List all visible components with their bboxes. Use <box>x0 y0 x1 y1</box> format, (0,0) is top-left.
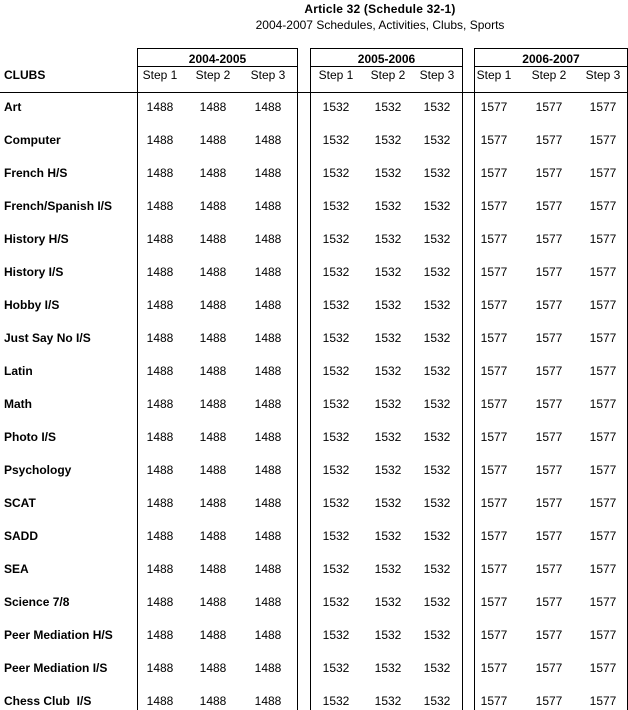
rate-cell: 1488 <box>146 166 174 180</box>
rate-cell: 1532 <box>322 331 350 345</box>
rate-cell: 1532 <box>322 562 350 576</box>
document-subtitle: 2004-2007 Schedules, Activities, Clubs, Sports <box>255 18 505 32</box>
rate-cell: 1488 <box>146 694 174 708</box>
rate-cell: 1577 <box>535 364 563 378</box>
rate-cell: 1577 <box>535 100 563 114</box>
rate-cell: 1488 <box>254 463 282 477</box>
rate-cell: 1532 <box>423 199 451 213</box>
club-name: Science 7/8 <box>4 595 70 609</box>
step-column-header: Step 2 <box>370 68 406 82</box>
year-group-title: 2005-2006 <box>357 52 416 66</box>
rate-cell: 1532 <box>423 628 451 642</box>
rate-cell: 1577 <box>589 628 617 642</box>
rate-cell: 1488 <box>146 331 174 345</box>
rate-cell: 1577 <box>535 562 563 576</box>
rate-cell: 1577 <box>535 265 563 279</box>
rate-cell: 1577 <box>535 430 563 444</box>
rate-cell: 1488 <box>199 628 227 642</box>
rate-cell: 1577 <box>480 133 508 147</box>
club-name: SCAT <box>4 496 36 510</box>
rate-cell: 1488 <box>254 661 282 675</box>
club-name: Hobby I/S <box>4 298 60 312</box>
rate-cell: 1577 <box>480 232 508 246</box>
club-name: Computer <box>4 133 61 147</box>
rate-cell: 1532 <box>322 265 350 279</box>
rate-cell: 1532 <box>423 661 451 675</box>
rate-cell: 1577 <box>535 595 563 609</box>
rate-cell: 1577 <box>589 199 617 213</box>
rate-cell: 1532 <box>322 661 350 675</box>
rate-cell: 1532 <box>322 529 350 543</box>
rate-cell: 1577 <box>589 100 617 114</box>
rate-cell: 1488 <box>254 232 282 246</box>
rate-cell: 1532 <box>374 397 402 411</box>
step-column-header: Step 3 <box>250 68 286 82</box>
rate-cell: 1532 <box>374 430 402 444</box>
step-column-header: Step 2 <box>531 68 567 82</box>
rate-cell: 1532 <box>423 298 451 312</box>
rate-cell: 1532 <box>374 199 402 213</box>
rate-cell: 1488 <box>199 364 227 378</box>
rate-cell: 1488 <box>146 298 174 312</box>
rate-cell: 1532 <box>374 265 402 279</box>
rate-cell: 1488 <box>254 199 282 213</box>
rate-cell: 1577 <box>480 166 508 180</box>
rate-cell: 1577 <box>589 298 617 312</box>
rate-cell: 1488 <box>146 430 174 444</box>
rate-cell: 1577 <box>480 265 508 279</box>
club-name: French/Spanish I/S <box>4 199 113 213</box>
year-group-title: 2004-2005 <box>188 52 247 66</box>
rate-cell: 1532 <box>423 397 451 411</box>
rate-cell: 1577 <box>480 595 508 609</box>
rate-cell: 1577 <box>535 232 563 246</box>
rate-cell: 1488 <box>254 430 282 444</box>
club-name: French H/S <box>4 166 68 180</box>
rate-cell: 1577 <box>589 694 617 708</box>
rate-cell: 1488 <box>199 298 227 312</box>
rate-cell: 1532 <box>322 364 350 378</box>
rate-cell: 1577 <box>589 562 617 576</box>
header-divider <box>0 92 628 93</box>
rate-cell: 1488 <box>254 331 282 345</box>
rate-cell: 1577 <box>589 496 617 510</box>
rate-cell: 1577 <box>480 562 508 576</box>
rate-cell: 1488 <box>199 199 227 213</box>
rate-cell: 1488 <box>254 529 282 543</box>
club-name: Latin <box>4 364 33 378</box>
rate-cell: 1532 <box>374 463 402 477</box>
rate-cell: 1532 <box>322 100 350 114</box>
rate-cell: 1532 <box>374 694 402 708</box>
rate-cell: 1577 <box>480 397 508 411</box>
rate-cell: 1577 <box>535 397 563 411</box>
rate-cell: 1488 <box>254 100 282 114</box>
club-name: SEA <box>4 562 29 576</box>
rate-cell: 1532 <box>322 397 350 411</box>
year-group-box <box>310 48 463 710</box>
club-name: History H/S <box>4 232 69 246</box>
rate-cell: 1532 <box>322 199 350 213</box>
rate-cell: 1577 <box>589 430 617 444</box>
rate-cell: 1532 <box>322 298 350 312</box>
rate-cell: 1577 <box>480 463 508 477</box>
step-column-header: Step 3 <box>419 68 455 82</box>
rate-cell: 1577 <box>480 100 508 114</box>
rate-cell: 1577 <box>589 661 617 675</box>
rate-cell: 1532 <box>423 265 451 279</box>
rate-cell: 1488 <box>146 397 174 411</box>
step-column-header: Step 3 <box>585 68 621 82</box>
rate-cell: 1488 <box>146 562 174 576</box>
rate-cell: 1488 <box>199 133 227 147</box>
rate-cell: 1577 <box>589 166 617 180</box>
rate-cell: 1488 <box>146 661 174 675</box>
rate-cell: 1532 <box>374 133 402 147</box>
rate-cell: 1577 <box>480 331 508 345</box>
club-name: SADD <box>4 529 39 543</box>
rate-cell: 1488 <box>254 265 282 279</box>
rate-cell: 1532 <box>423 232 451 246</box>
rate-cell: 1577 <box>480 661 508 675</box>
rate-cell: 1577 <box>589 529 617 543</box>
rate-cell: 1577 <box>480 199 508 213</box>
rate-cell: 1532 <box>374 562 402 576</box>
rate-cell: 1488 <box>199 430 227 444</box>
rate-cell: 1488 <box>146 529 174 543</box>
rate-cell: 1488 <box>146 628 174 642</box>
rate-cell: 1488 <box>199 496 227 510</box>
rate-cell: 1577 <box>480 430 508 444</box>
rate-cell: 1577 <box>589 232 617 246</box>
rate-cell: 1488 <box>146 496 174 510</box>
rate-cell: 1488 <box>199 100 227 114</box>
rate-cell: 1532 <box>322 463 350 477</box>
rate-cell: 1488 <box>199 661 227 675</box>
rate-cell: 1532 <box>374 331 402 345</box>
rate-cell: 1488 <box>146 364 174 378</box>
rate-cell: 1488 <box>254 133 282 147</box>
rate-cell: 1577 <box>480 529 508 543</box>
rate-cell: 1532 <box>423 562 451 576</box>
rate-cell: 1488 <box>199 397 227 411</box>
rate-cell: 1577 <box>589 265 617 279</box>
rate-cell: 1577 <box>535 529 563 543</box>
rate-cell: 1532 <box>374 529 402 543</box>
year-group-rule <box>137 66 298 67</box>
rate-cell: 1532 <box>423 364 451 378</box>
club-name: History I/S <box>4 265 64 279</box>
rate-cell: 1577 <box>589 133 617 147</box>
rate-cell: 1488 <box>254 496 282 510</box>
year-group-title: 2006-2007 <box>522 52 580 66</box>
rate-cell: 1532 <box>322 430 350 444</box>
club-name: Art <box>4 100 22 114</box>
rate-cell: 1488 <box>146 463 174 477</box>
rate-cell: 1488 <box>199 562 227 576</box>
rate-cell: 1577 <box>535 166 563 180</box>
rate-cell: 1488 <box>199 166 227 180</box>
rate-cell: 1577 <box>480 496 508 510</box>
rate-cell: 1577 <box>589 463 617 477</box>
rate-cell: 1577 <box>535 628 563 642</box>
rate-cell: 1488 <box>146 265 174 279</box>
year-group-box <box>474 48 628 710</box>
rate-cell: 1532 <box>374 232 402 246</box>
rate-cell: 1488 <box>146 133 174 147</box>
rate-cell: 1532 <box>374 100 402 114</box>
rate-cell: 1488 <box>199 595 227 609</box>
rate-cell: 1532 <box>423 100 451 114</box>
club-name: Psychology <box>4 463 72 477</box>
rate-cell: 1488 <box>254 166 282 180</box>
rate-cell: 1488 <box>199 265 227 279</box>
year-group-rule <box>474 66 628 67</box>
rate-cell: 1532 <box>423 331 451 345</box>
rate-cell: 1532 <box>423 496 451 510</box>
step-column-header: Step 1 <box>318 68 354 82</box>
club-name: Chess Club I/S <box>4 694 92 708</box>
rate-cell: 1577 <box>480 364 508 378</box>
year-group-rule <box>310 66 463 67</box>
club-name: Photo I/S <box>4 430 56 444</box>
step-column-header: Step 1 <box>142 68 178 82</box>
rate-cell: 1532 <box>374 628 402 642</box>
rate-cell: 1488 <box>254 694 282 708</box>
rate-cell: 1577 <box>589 397 617 411</box>
rate-cell: 1532 <box>423 166 451 180</box>
rate-cell: 1488 <box>199 232 227 246</box>
rate-cell: 1488 <box>146 595 174 609</box>
rate-cell: 1532 <box>374 166 402 180</box>
rate-cell: 1577 <box>480 628 508 642</box>
rate-cell: 1577 <box>535 496 563 510</box>
rate-cell: 1532 <box>322 595 350 609</box>
club-name: Peer Mediation H/S <box>4 628 113 642</box>
rate-cell: 1488 <box>254 397 282 411</box>
rate-cell: 1577 <box>480 298 508 312</box>
rate-cell: 1532 <box>423 529 451 543</box>
club-name: Math <box>4 397 32 411</box>
rate-cell: 1532 <box>374 595 402 609</box>
rate-cell: 1532 <box>423 694 451 708</box>
rate-cell: 1577 <box>589 595 617 609</box>
rate-cell: 1488 <box>199 463 227 477</box>
rate-cell: 1488 <box>254 298 282 312</box>
rate-cell: 1532 <box>322 133 350 147</box>
rate-cell: 1532 <box>423 595 451 609</box>
step-column-header: Step 2 <box>195 68 231 82</box>
rate-cell: 1488 <box>199 694 227 708</box>
rate-cell: 1532 <box>374 496 402 510</box>
clubs-column-header: CLUBS <box>4 68 46 82</box>
rate-cell: 1488 <box>146 232 174 246</box>
rate-cell: 1488 <box>254 628 282 642</box>
rate-cell: 1488 <box>254 562 282 576</box>
rate-cell: 1577 <box>535 463 563 477</box>
rate-cell: 1577 <box>535 133 563 147</box>
rate-cell: 1532 <box>423 463 451 477</box>
rate-cell: 1577 <box>480 694 508 708</box>
rate-cell: 1488 <box>254 595 282 609</box>
rate-cell: 1488 <box>146 100 174 114</box>
document-title: Article 32 (Schedule 32-1) <box>304 2 456 16</box>
club-name: Just Say No I/S <box>4 331 91 345</box>
rate-cell: 1532 <box>374 298 402 312</box>
rate-cell: 1488 <box>199 331 227 345</box>
rate-cell: 1488 <box>254 364 282 378</box>
rate-cell: 1488 <box>199 529 227 543</box>
rate-cell: 1532 <box>423 430 451 444</box>
rate-cell: 1532 <box>374 661 402 675</box>
rate-cell: 1532 <box>374 364 402 378</box>
rate-cell: 1532 <box>322 628 350 642</box>
rate-cell: 1532 <box>322 166 350 180</box>
rate-cell: 1577 <box>535 298 563 312</box>
rate-cell: 1577 <box>535 331 563 345</box>
club-name: Peer Mediation I/S <box>4 661 108 675</box>
rate-cell: 1532 <box>322 496 350 510</box>
rate-cell: 1577 <box>535 199 563 213</box>
rate-cell: 1532 <box>322 232 350 246</box>
rate-cell: 1577 <box>589 364 617 378</box>
rate-cell: 1532 <box>423 133 451 147</box>
rate-cell: 1488 <box>146 199 174 213</box>
year-group-box <box>137 48 298 710</box>
step-column-header: Step 1 <box>476 68 512 82</box>
rate-cell: 1532 <box>322 694 350 708</box>
rate-cell: 1577 <box>535 694 563 708</box>
rate-cell: 1577 <box>589 331 617 345</box>
rate-cell: 1577 <box>535 661 563 675</box>
